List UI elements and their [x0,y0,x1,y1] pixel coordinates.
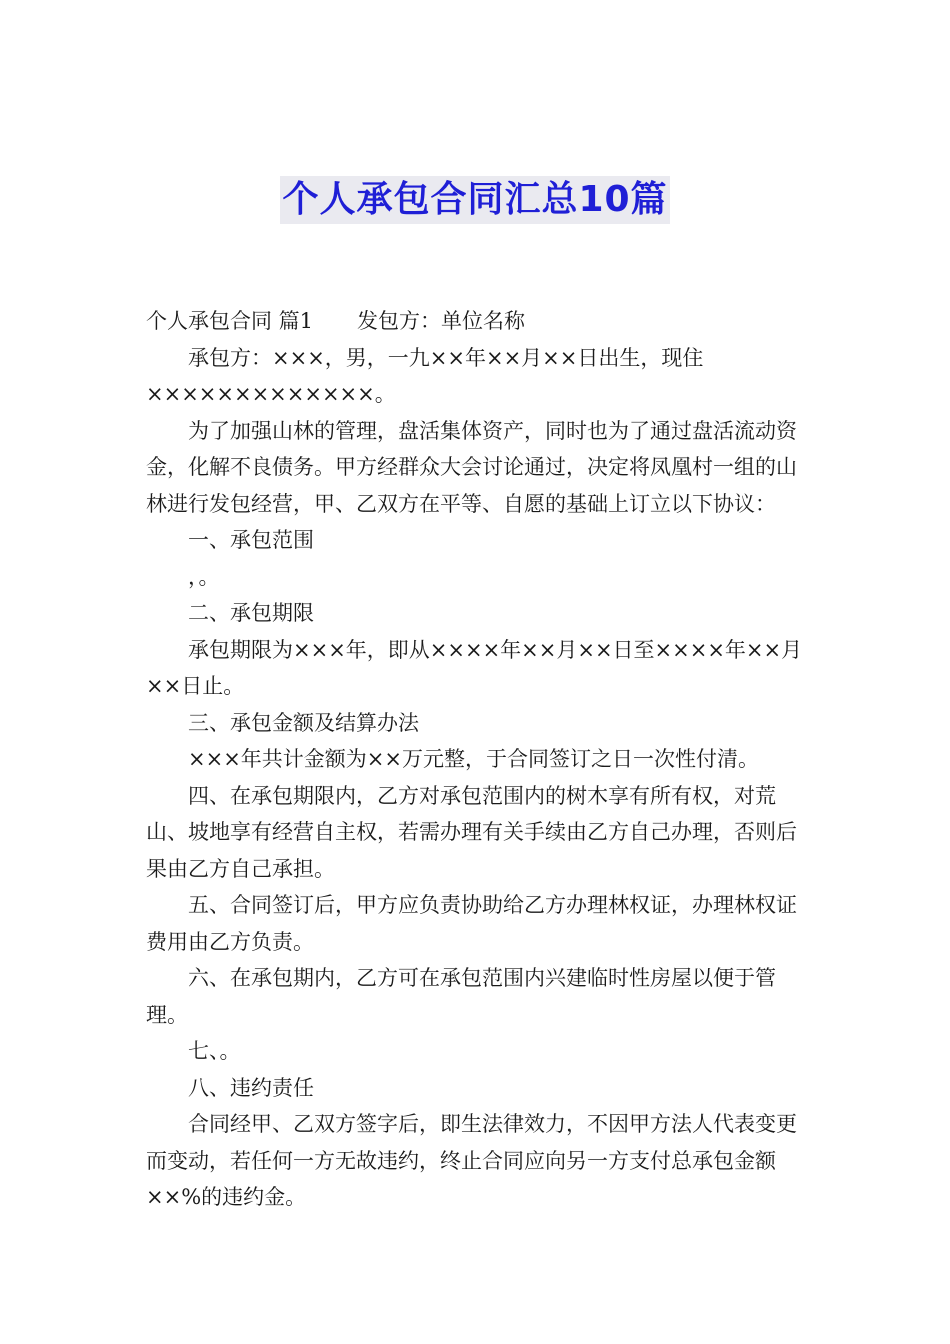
clause-four: 四、在承包期限内，乙方对承包范围内的树木享有所有权，对荒山、坡地享有经营自主权，若需办理有关手续由乙方自己办理，否则后果由乙方自己承担。 [146,783,797,881]
employer-line: 发包方：单位名称 [357,309,526,333]
section-heading-amount: 三、承包金额及结算办法 [188,710,419,735]
term-paragraph: 承包期限为×××年，即从××××年××月××日至××××年××月××日止。 [146,637,803,698]
clause-seven: 七、。 [188,1039,241,1063]
contractor-paragraph: 承包方：×××，男，一九××年××月××日出生，现住×××××××××××××。 [146,345,704,406]
breach-paragraph: 合同经甲、乙双方签字后，即生法律效力，不因甲方法人代表变更而变动，若任何一方无故违约，终止合同应向另一方支付总承包金额××%的违约金。 [146,1112,797,1209]
document-body [146,303,808,1216]
contract-heading: 个人承包合同 篇1 [146,309,314,333]
purpose-paragraph: 为了加强山林的管理，盘活集体资产，同时也为了通过盘活流动资金，化解不良债务。甲方经群众大会讨论通过，决定将凤凰村一组的山林进行发包经营，甲、乙双方在平等、自愿的基础上订立以下协议： [146,418,797,516]
amount-paragraph: ×××年共计金额为××万元整，于合同签订之日一次性付清。 [188,747,759,771]
section-heading-scope: 一、承包范围 [188,528,314,552]
clause-five: 五、合同签订后，甲方应负责协助给乙方办理林权证，办理林权证费用由乙方负责。 [146,893,797,954]
section-heading-breach: 八、违约责任 [188,1075,314,1100]
clause-six: 六、在承包期内，乙方可在承包范围内兴建临时性房屋以便于管理。 [146,966,776,1027]
section-heading-term: 二、承包期限 [188,601,314,625]
title-container [0,176,950,224]
document-title: 个人承包合同汇总10篇 [280,176,669,224]
intro-line [146,303,808,340]
scope-paragraph: ，。 [188,564,220,589]
